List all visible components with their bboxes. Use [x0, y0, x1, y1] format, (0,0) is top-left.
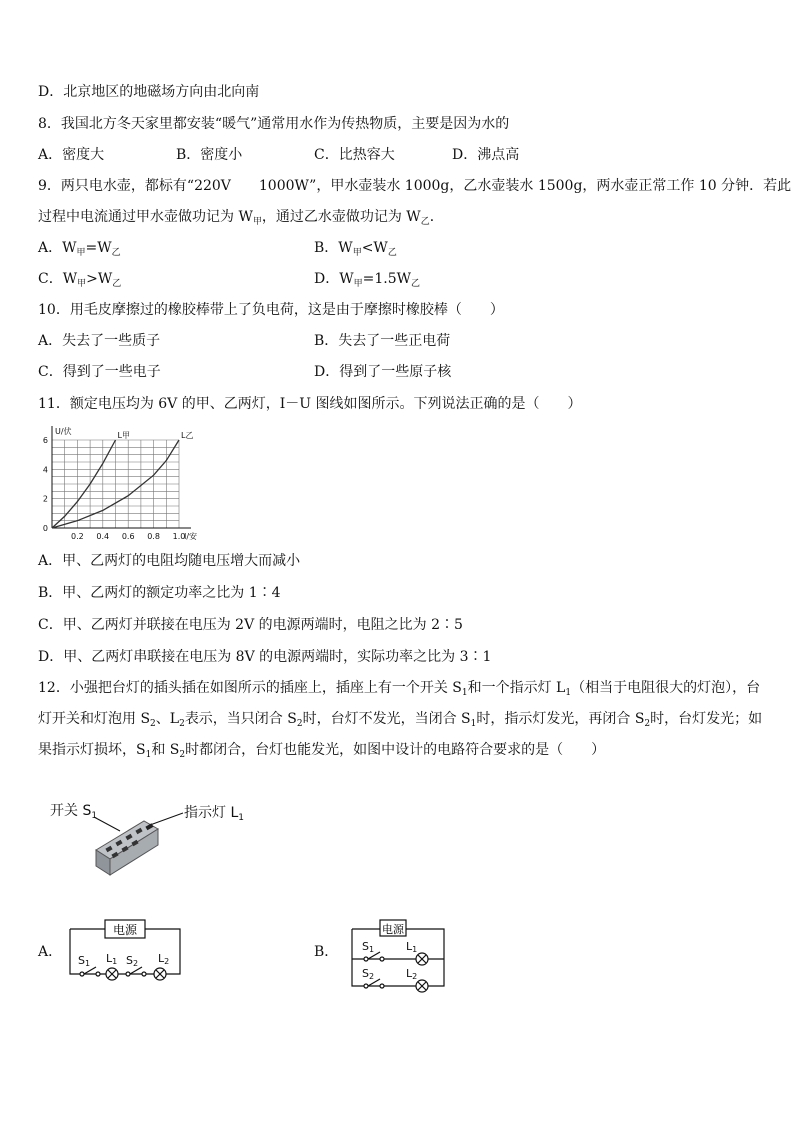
x-tick-label: 0.6: [121, 532, 135, 541]
y-axis-label: U/伏: [55, 427, 72, 436]
circuit-a: [60, 914, 190, 984]
svg-text:L2: L2: [406, 967, 418, 981]
q10-option-c: C．得到了一些电子: [38, 364, 161, 380]
q8-option-b: B．密度小: [176, 147, 243, 163]
y-tick-label: 6: [42, 436, 48, 445]
q10-option-a: A．失去了一些质子: [38, 333, 161, 349]
q7-option-d: D．北京地区的地磁场方向由北向南: [38, 84, 260, 100]
q12-stem-line3: 果指示灯损坏，$S_1$和 $S_2$时都闭合，台灯也能发光，如图中设计的电路符合要求的是（ ）: [38, 742, 606, 760]
q8-stem: 8．我国北方冬天家里都安装“暖气”通常用水作为传热物质，主要是因为水的: [38, 116, 510, 132]
q9-option-d: D．$W_甲=1.5W_乙$: [314, 271, 421, 289]
circuit-a-source: 电源: [112, 923, 138, 937]
x-tick-label: 0.8: [147, 532, 160, 541]
q8-option-a: A．密度大: [38, 147, 105, 163]
y-tick-label: 4: [42, 465, 48, 475]
q8-option-c: C．比热容大: [314, 147, 395, 163]
chart-grid: [52, 440, 179, 528]
q11-option-a: A．甲、乙两灯的电阻均随电压增大而减小: [38, 553, 301, 569]
circuit-a-label: A．: [38, 944, 63, 960]
q9-option-b: B．$W_甲<W_乙$: [314, 240, 397, 258]
svg-text:S2: S2: [126, 954, 139, 968]
q10-option-b: B．失去了一些正电荷: [314, 333, 451, 349]
q9-stem-line2: 过程中电流通过甲水壶做功记为 $W_甲$，通过乙水壶做功记为 $W_乙$．: [38, 209, 444, 227]
circuit-b-label: B．: [314, 944, 339, 960]
svg-text:S1: S1: [362, 940, 375, 954]
y-tick-label: 0: [42, 524, 48, 533]
q10-stem: 10．用毛皮摩擦过的橡胶棒带上了负电荷，这是由于摩擦时橡胶棒（ ）: [38, 302, 504, 318]
svg-text:L1: L1: [406, 940, 418, 954]
series-label-2: L乙: [181, 431, 194, 440]
q9-stem-line1: 9．两只电水壶，都标有“220V 1000W”，甲水壶装水 1000g，乙水壶装水 1500g，两水壶正常工作 10 分钟．若此: [38, 178, 792, 194]
chart-axes: [52, 426, 194, 528]
q9-option-a: A．$W_甲=W_乙$: [38, 240, 121, 258]
circuit-b: [344, 914, 454, 994]
switch-label: 开关 $S_1$: [50, 803, 98, 821]
q9-option-c: C．$W_甲>W_乙$: [38, 271, 122, 289]
svg-text:L2: L2: [158, 952, 170, 966]
x-tick-label: 0.2: [71, 532, 84, 541]
q11-stem: 11．额定电压均为 6V 的甲、乙两灯，I－U 图线如图所示。下列说法正确的是（ ）: [38, 396, 582, 412]
socket-figure: [40, 795, 270, 885]
x-axis-label: I/安: [184, 532, 198, 541]
iu-chart: [34, 422, 198, 546]
q11-option-b: B．甲、乙两灯的额定功率之比为 1∶4: [38, 585, 281, 601]
q8-option-d: D．沸点高: [452, 147, 520, 163]
q11-option-d: D．甲、乙两灯串联接在电压为 8V 的电源两端时，实际功率之比为 3∶1: [38, 649, 492, 665]
q12-stem-line2: 灯开关和灯泡用 $S_2$、$L_2$表示，当只闭合 $S_2$时，台灯不发光，当闭合 $S_1$时，指示灯发光，再闭合 $S_2$时，台灯发光；如: [38, 711, 763, 729]
indicator-label: 指示灯 $L_1$: [184, 805, 244, 823]
q11-option-c: C．甲、乙两灯并联接在电压为 2V 的电源两端时，电阻之比为 2∶5: [38, 617, 463, 633]
x-tick-label: 1.0: [172, 532, 186, 541]
q12-stem-line1: 12．小强把台灯的插头插在如图所示的插座上，插座上有一个开关 $S_1$和一个指示灯 $L_1$（相当于电阻很大的灯泡），台: [38, 680, 761, 698]
q10-option-d: D．得到了一些原子核: [314, 364, 452, 380]
power-strip-icon: [96, 821, 158, 875]
svg-text:S1: S1: [78, 954, 91, 968]
circuit-b-source: 电源: [382, 923, 404, 936]
x-tick-label: 0.4: [96, 532, 110, 541]
y-tick-label: 2: [42, 494, 48, 504]
series-label-1: L甲: [117, 431, 130, 440]
svg-text:S2: S2: [362, 967, 375, 981]
svg-text:L1: L1: [106, 952, 118, 966]
